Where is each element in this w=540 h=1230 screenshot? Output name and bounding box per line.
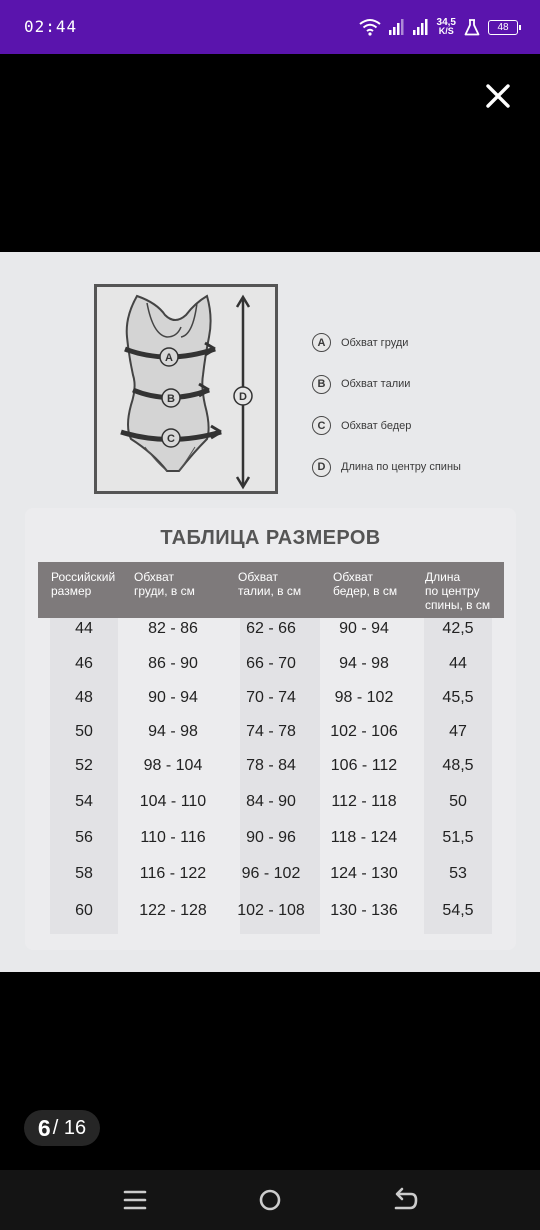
battery-level: 48 [497,21,509,33]
table-cell: 94 - 98 [339,655,389,672]
table-cell: 50 [449,793,467,810]
table-cell: 106 - 112 [330,757,398,774]
table-cell: 54,5 [442,902,474,919]
table-header-cell [333,570,397,598]
table-cell: 90 - 94 [148,689,198,706]
table-cell: 53 [449,865,467,882]
table-cell: 102 - 108 [237,902,305,919]
size-cell: 58 [75,865,93,882]
table-title: ТАБЛИЦА РАЗМЕРОВ [160,527,381,549]
table-cell: 116 - 122 [139,865,207,882]
table-header-cell [134,570,195,598]
table-header-cell [238,570,301,598]
table-cell: 42,5 [442,620,474,637]
legend-label: Обхват груди [341,336,409,349]
size-table [25,508,516,950]
close-button[interactable] [482,80,514,112]
legend-item [312,447,461,489]
page-indicator [24,1110,100,1146]
table-cell: 110 - 116 [140,829,206,846]
svg-text:B: B [167,393,175,405]
header-line: груди, в см [134,584,195,598]
size-cell: 60 [75,902,93,919]
table-cell: 45,5 [442,689,474,706]
table-cell: 90 - 96 [246,829,296,846]
legend-label: Обхват талии [341,378,411,391]
network-speed-value: 34,5 [436,17,456,28]
legend-badge: B [312,375,331,394]
legend-item [312,405,461,447]
measurement-legend [312,322,461,488]
table-cell: 62 - 66 [246,620,296,637]
table-cell: 78 - 84 [246,757,296,774]
table-cell: 124 - 130 [330,865,398,882]
table-cell: 74 - 78 [246,723,296,740]
table-cell: 98 - 102 [334,689,394,706]
table-cell: 98 - 104 [143,757,203,774]
table-cell: 44 [449,655,467,672]
size-cell: 46 [75,655,93,672]
table-cell: 96 - 102 [241,865,301,882]
navigation-bar [0,1170,540,1230]
table-cell: 66 - 70 [246,655,296,672]
svg-text:C: C [167,433,175,445]
table-cell: 84 - 90 [246,793,296,810]
size-cell: 44 [75,620,93,637]
header-line: Обхват [134,570,174,584]
header-line: Обхват [238,570,278,584]
product-image[interactable] [0,252,540,972]
size-cell: 50 [75,723,93,740]
legend-item [312,364,461,406]
legend-item [312,322,461,364]
table-cell: 112 - 118 [331,793,397,810]
legend-label: Обхват бедер [341,419,412,432]
table-cell: 86 - 90 [148,655,198,672]
back-icon [389,1184,421,1216]
header-line: бедер, в см [333,584,398,598]
home-icon [254,1184,286,1216]
recent-apps-button[interactable] [119,1184,151,1216]
legend-badge: D [312,458,331,477]
recent-apps-icon [119,1184,151,1216]
header-line: спины, в см [425,598,491,612]
legend-label: Длина по центру спины [341,461,461,474]
table-cell: 118 - 124 [330,829,398,846]
table-cell: 90 - 94 [339,620,389,637]
table-body [50,618,492,934]
battery-icon [488,20,518,35]
header-line: Российский [51,570,116,584]
header-line: размер [51,584,92,598]
page-total: / 16 [52,1116,87,1139]
status-time: 02:44 [24,17,78,36]
bodysuit-diagram [97,287,275,491]
table-cell: 104 - 110 [139,793,207,810]
page-current: 6 [37,1114,51,1141]
flask-icon [464,19,480,36]
table-cell: 130 - 136 [330,902,398,919]
home-button[interactable] [254,1184,286,1216]
table-header [38,562,504,618]
legend-badge: A [312,333,331,352]
status-icons [359,14,518,40]
bodysuit-figure [94,284,278,494]
svg-text:A: A [165,352,173,364]
header-line: Длина [425,570,461,584]
header-line: по центру [425,584,480,598]
table-cell: 122 - 128 [139,902,207,919]
size-cell: 54 [75,793,93,810]
table-cell: 47 [449,723,467,740]
header-line: Обхват [333,570,373,584]
size-cell: 48 [75,689,93,706]
network-speed-unit: K/S [438,26,454,36]
close-icon [482,80,514,112]
table-cell: 94 - 98 [148,723,198,740]
back-button[interactable] [389,1184,421,1216]
signal-icon [389,19,405,35]
table-cell: 82 - 86 [148,620,198,637]
table-cell: 51,5 [442,829,474,846]
legend-badge: C [312,416,331,435]
status-bar [0,0,540,54]
table-cell: 102 - 106 [330,723,398,740]
header-line: талии, в см [238,584,302,598]
table-header-cell [51,570,115,598]
network-speed [437,18,456,36]
table-cell: 70 - 74 [246,689,296,706]
svg-text:D: D [239,391,247,403]
wifi-icon [359,18,381,36]
signal-icon [413,19,429,35]
size-cell: 52 [75,757,93,774]
table-header-cell [425,570,490,612]
table-cell: 48,5 [442,757,474,774]
size-cell: 56 [75,829,93,846]
